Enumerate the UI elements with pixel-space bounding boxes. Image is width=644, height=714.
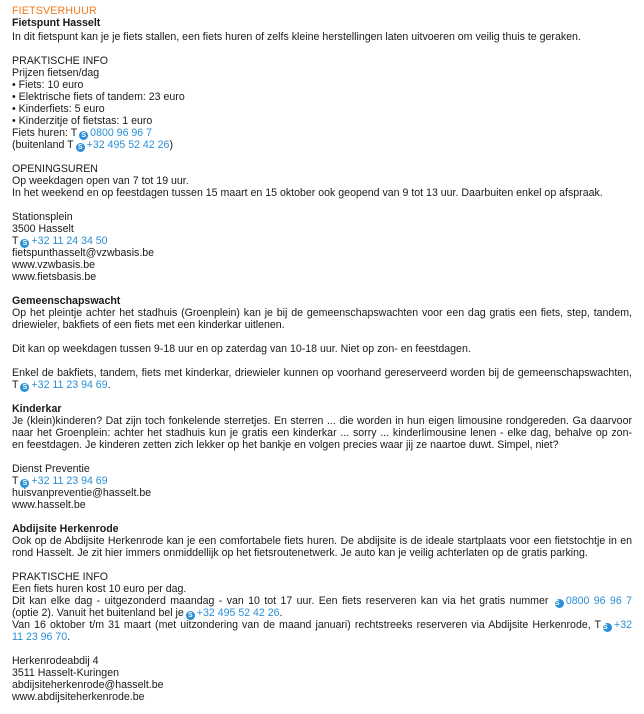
paragraph-line: Dit kan op weekdagen tussen 9-18 uur en op zaterdag van 10-18 uur. Niet op zon- en feestdagen.: [12, 343, 471, 355]
fietspunt-intro: In dit fietspunt kan je je fiets stallen, een fiets huren of zelfs kleine herstellingen laten uitvoeren om veilig thuis te geraken.: [12, 31, 581, 43]
price-item: • Kinderzitje of fietstas: 1 euro: [12, 115, 153, 127]
paragraph-line: Ook op de Abdijsite Herkenrode kan je een comfortabele fiets huren. De abdijsite is de ideale startplaats voor een fietstochtje in en: [12, 535, 632, 547]
email-link[interactable]: abdijsiteherkenrode@hasselt.be: [12, 679, 164, 691]
reservation-text: Dit kan elke dag - uitgezonderd maandag - van 10 tot 17 uur. Een fiets reserveren kan via het gratis nummer: [12, 595, 549, 607]
prices-heading: Prijzen fietsen/dag: [12, 67, 100, 79]
paragraph-line: naar het Groenplein: achter het stadhuis kun je gratis een kinderkar ... sorry ... kinderlimousine lenen - elke dag, behalve op zon-: [12, 427, 632, 439]
sentence-end: .: [67, 631, 71, 643]
price-item: • Elektrische fiets of tandem: 23 euro: [12, 91, 185, 103]
website-link[interactable]: www.fietsbasis.be: [12, 271, 97, 283]
skype-icon[interactable]: S: [555, 599, 564, 608]
website-link[interactable]: www.vzwbasis.be: [12, 259, 96, 271]
address-city: 3511 Hasselt-Kuringen: [12, 667, 119, 679]
abroad-close: ): [169, 139, 173, 151]
opening-hours-heading: OPENINGSUREN: [12, 163, 98, 175]
free-phone-link[interactable]: 0800 96 96 7: [565, 595, 632, 607]
rent-label: Fiets huren: T: [12, 127, 78, 139]
phone-link[interactable]: +32 11 23 94 69: [31, 475, 108, 487]
organisation-name: Dienst Preventie: [12, 463, 90, 475]
practical-info-heading: PRAKTISCHE INFO: [12, 55, 108, 67]
phone-line: [12, 380, 111, 392]
price-line: Een fiets huren kost 10 euro per dag.: [12, 583, 187, 595]
skype-icon[interactable]: S: [186, 611, 195, 620]
fietspunt-title: Fietspunt Hasselt: [12, 17, 101, 29]
paragraph-line: Je (klein)kinderen? Dat zijn toch fonkelende sterretjes. En sterren ... die worden in hun eigen limousine rondgereden. Ga daarvoor: [12, 415, 632, 427]
direct-phone-link[interactable]: +32: [614, 619, 632, 631]
phone-label: T: [12, 475, 19, 487]
abroad-phone-link[interactable]: +32 495 52 42 26: [86, 139, 170, 151]
price-item: • Kinderfiets: 5 euro: [12, 103, 105, 115]
address-street: Stationsplein: [12, 211, 73, 223]
sentence-end: .: [107, 379, 111, 391]
price-item: • Fiets: 10 euro: [12, 79, 84, 91]
hours-weekend: In het weekend en op feestdagen tussen 15 maart en 15 oktober ook geopend van 9 tot 13 uur. Daarbuiten enkel op afspraak.: [12, 187, 603, 199]
address-street: Herkenrodeabdij 4: [12, 655, 99, 667]
phone-label: T: [12, 235, 19, 247]
abroad-text: (optie 2). Vanuit het buitenland bel je: [12, 607, 184, 619]
skype-icon[interactable]: S: [76, 143, 85, 152]
abroad-line: [12, 140, 173, 152]
email-link[interactable]: huisvanpreventie@hasselt.be: [12, 487, 152, 499]
skype-icon[interactable]: S: [20, 479, 29, 488]
direct-reservation-line: [12, 620, 632, 632]
hours-weekdays: Op weekdagen open van 7 tot 19 uur.: [12, 175, 189, 187]
practical-info-heading: PRAKTISCHE INFO: [12, 571, 108, 583]
skype-icon[interactable]: S: [603, 623, 612, 632]
phone-label: T: [12, 379, 19, 391]
kinderkar-title: Kinderkar: [12, 403, 62, 415]
skype-icon[interactable]: S: [79, 131, 88, 140]
skype-icon[interactable]: S: [20, 239, 29, 248]
abroad-label: (buitenland T: [12, 139, 74, 151]
paragraph-line: Enkel de bakfiets, tandem, fiets met kinderkar, driewieler kunnen op voorhand gereserveerd worden bij de gemeenschapswachten,: [12, 367, 632, 379]
abroad-phone-link[interactable]: +32 495 52 42 26: [196, 607, 280, 619]
paragraph-line: rond Hasselt. Je zit hier immers onmiddellijk op het fietsroutenetwerk. Je auto kan je veilig achterlaten op de gratis parking.: [12, 547, 588, 559]
paragraph-line: en feestdagen. Je kinderen zetten zich lekker op het bankje en volgen precies waar jij ze naartoe duwt. Simpel, niet?: [12, 439, 559, 451]
gemeenschapswacht-title: Gemeenschapswacht: [12, 295, 121, 307]
section-header: FIETSVERHUUR: [12, 5, 97, 17]
paragraph-line: driewieler, bakfiets of een fiets met een kinderkar uitlenen.: [12, 319, 285, 331]
skype-icon[interactable]: S: [20, 383, 29, 392]
direct-phone-line: [12, 632, 70, 644]
direct-reservation-text: Van 16 oktober t/m 31 maart (met uitzondering van de maand januari) rechtstreeks reserveren via Abdijsite Herkenrode, T: [12, 619, 602, 631]
website-link[interactable]: www.hasselt.be: [12, 499, 86, 511]
email-link[interactable]: fietspunthasselt@vzwbasis.be: [12, 247, 155, 259]
paragraph-line: Op het pleintje achter het stadhuis (Groenplein) kan je bij de gemeenschapswachten voor een dag gratis een fiets, step, tandem,: [12, 307, 632, 319]
rent-phone-link[interactable]: 0800 96 96 7: [90, 127, 153, 139]
direct-phone-link[interactable]: 11 23 96 70: [12, 631, 68, 643]
sentence-end: .: [279, 607, 283, 619]
phone-link[interactable]: +32 11 24 34 50: [31, 235, 108, 247]
phone-link[interactable]: +32 11 23 94 69: [31, 379, 108, 391]
address-city: 3500 Hasselt: [12, 223, 74, 235]
website-link[interactable]: www.abdijsiteherkenrode.be: [12, 691, 145, 703]
herkenrode-title: Abdijsite Herkenrode: [12, 523, 119, 535]
